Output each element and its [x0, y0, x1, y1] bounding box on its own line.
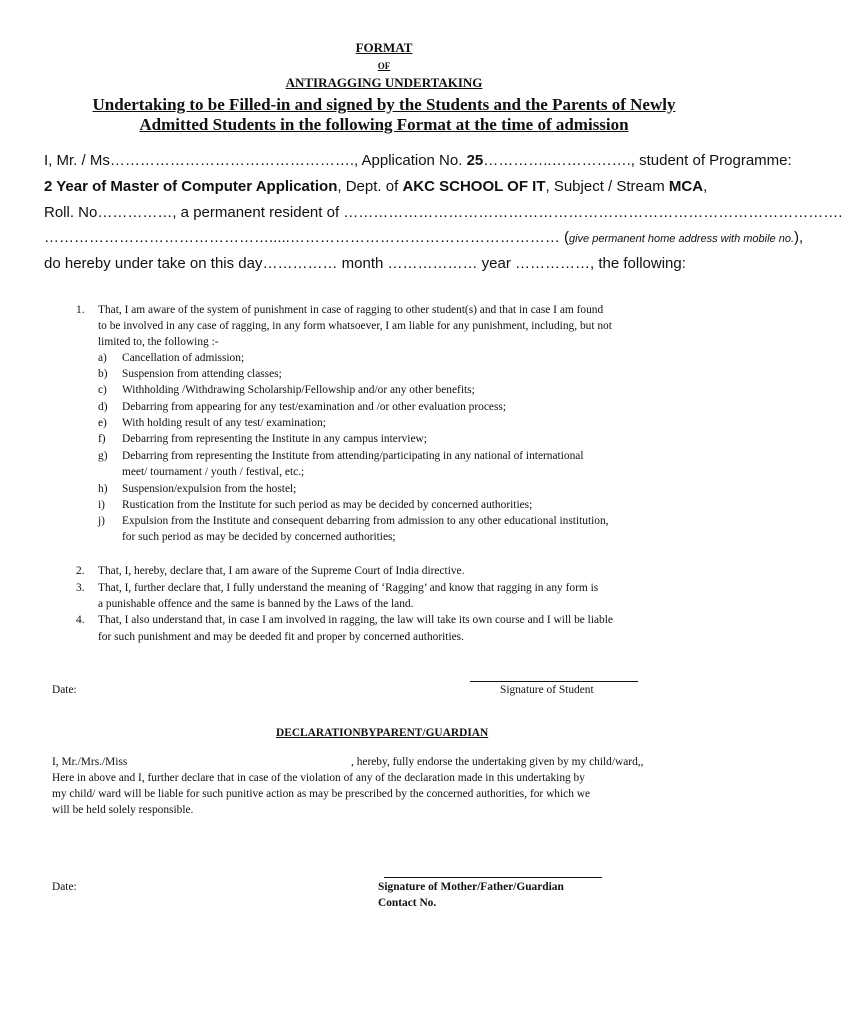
comma: ,: [703, 178, 708, 195]
clause-3-line-1: That, I, further declare that, I fully understand the meaning of ‘Ragging’ and know that ragging in any form is: [98, 582, 599, 594]
contact-number-label: Contact No.: [378, 897, 437, 909]
clause-4-line-1: That, I also understand that, in case I am involved in ragging, the law will take its own course and I will be liable: [98, 614, 613, 626]
list-item: h) Suspension/expulsion from the hostel;: [98, 483, 297, 495]
stream-name: MCA: [668, 178, 704, 195]
parent-signature-line[interactable]: [384, 877, 602, 878]
list-item: i) Rustication from the Institute for such period as may be decided by concerned authorities;: [98, 499, 533, 511]
form-line-programme: [44, 178, 707, 195]
form-line-roll: Roll. No……………, a permanent resident of ……………………………………………………………………………………….: [44, 204, 842, 221]
programme-name: 2 Year of Master of Computer Application: [44, 178, 338, 195]
list-item: c) Withholding /Withdrawing Scholarship/Fellowship and/or any other benefits;: [98, 384, 475, 396]
form-line-date: do hereby under take on this day…………… month ……………… year ……………, the following:: [44, 255, 686, 272]
format-heading: FORMAT: [355, 40, 413, 55]
clause-1-line-1: That, I am aware of the system of punishment in case of ragging to other student(s) and that in case I am found: [98, 304, 604, 316]
student-signature-line[interactable]: [470, 681, 638, 682]
document-title: ANTIRAGGING UNDERTAKING: [285, 75, 483, 90]
list-item: g) Debarring from representing the Institute from attending/participating in any national of international: [98, 450, 584, 462]
parent-line-4: will be held solely responsible.: [52, 804, 194, 816]
subtitle-line-1: Undertaking to be Filled-in and signed by the Students and the Parents of Newly: [92, 95, 676, 114]
list-item: meet/ tournament / youth / festival, etc.;: [122, 466, 305, 478]
clause-2-line-1: That, I, hereby, declare that, I am aware of the Supreme Court of India directive.: [98, 565, 465, 577]
parent-line-2: Here in above and I, further declare that in case of the violation of any of the declaration made in this undertaking by: [52, 772, 585, 784]
parent-name-label: I, Mr./Mrs./Miss: [52, 756, 128, 768]
department-name: AKC SCHOOL OF IT: [402, 178, 546, 195]
clause-3-line-2: a punishable offence and the same is banned by the Laws of the land.: [98, 598, 414, 610]
list-item: b) Suspension from attending classes;: [98, 368, 282, 380]
stream-text: , Subject / Stream: [545, 178, 669, 195]
of-heading: OF: [377, 61, 391, 71]
student-signature-label: Signature of Student: [500, 684, 594, 696]
parent-endorse-text: , hereby, fully endorse the undertaking given by my child/ward,,: [351, 756, 644, 768]
list-item: for such period as may be decided by concerned authorities;: [122, 531, 396, 543]
list-item: j) Expulsion from the Institute and consequent debarring from admission to any other educational institution,: [98, 515, 609, 527]
list-item: d) Debarring from appearing for any test/examination and /or other evaluation process;: [98, 401, 506, 413]
form-line-name: [44, 152, 792, 169]
parent-line-3: my child/ ward will be liable for such punitive action as may be prescribed by the concerned authorities, for which we: [52, 788, 591, 800]
name-application-text: I, Mr. / Ms…………………………………………., Application No.: [44, 152, 467, 169]
programme-text: …………..……………., student of Programme:: [483, 152, 792, 169]
list-item: e) With holding result of any test/ examination;: [98, 417, 326, 429]
address-hint: give permanent home address with mobile no.: [569, 233, 795, 245]
application-number: 25: [466, 152, 484, 169]
clause-4-line-2: for such punishment and may be deeded fit and proper by concerned authorities.: [98, 631, 464, 643]
clause-2-number: 2.: [76, 565, 85, 577]
parent-signature-label: Signature of Mother/Father/Guardian: [378, 881, 564, 893]
dept-text: , Dept. of: [337, 178, 403, 195]
clause-1-line-3: limited to, the following :-: [98, 336, 219, 348]
clause-3-number: 3.: [76, 582, 85, 594]
subtitle-line-2: Admitted Students in the following Format at the time of admission: [139, 115, 629, 134]
list-item: a) Cancellation of admission;: [98, 352, 245, 364]
parent-date-label: Date:: [52, 881, 77, 893]
clause-1-line-2: to be involved in any case of ragging, in any form whatsoever, I am liable for any punishment, including, but not: [98, 320, 612, 332]
list-item: f) Debarring from representing the Institute in any campus interview;: [98, 433, 427, 445]
student-date-label: Date:: [52, 684, 77, 696]
clause-4-number: 4.: [76, 614, 85, 626]
clause-1-number: 1.: [76, 304, 85, 316]
address-close: ),: [794, 229, 804, 246]
address-dots: ……………………………………….....……………………………………………… (: [44, 229, 569, 246]
form-line-address: [44, 229, 803, 246]
parent-declaration-heading: DECLARATIONBYPARENT/GUARDIAN: [276, 727, 489, 739]
